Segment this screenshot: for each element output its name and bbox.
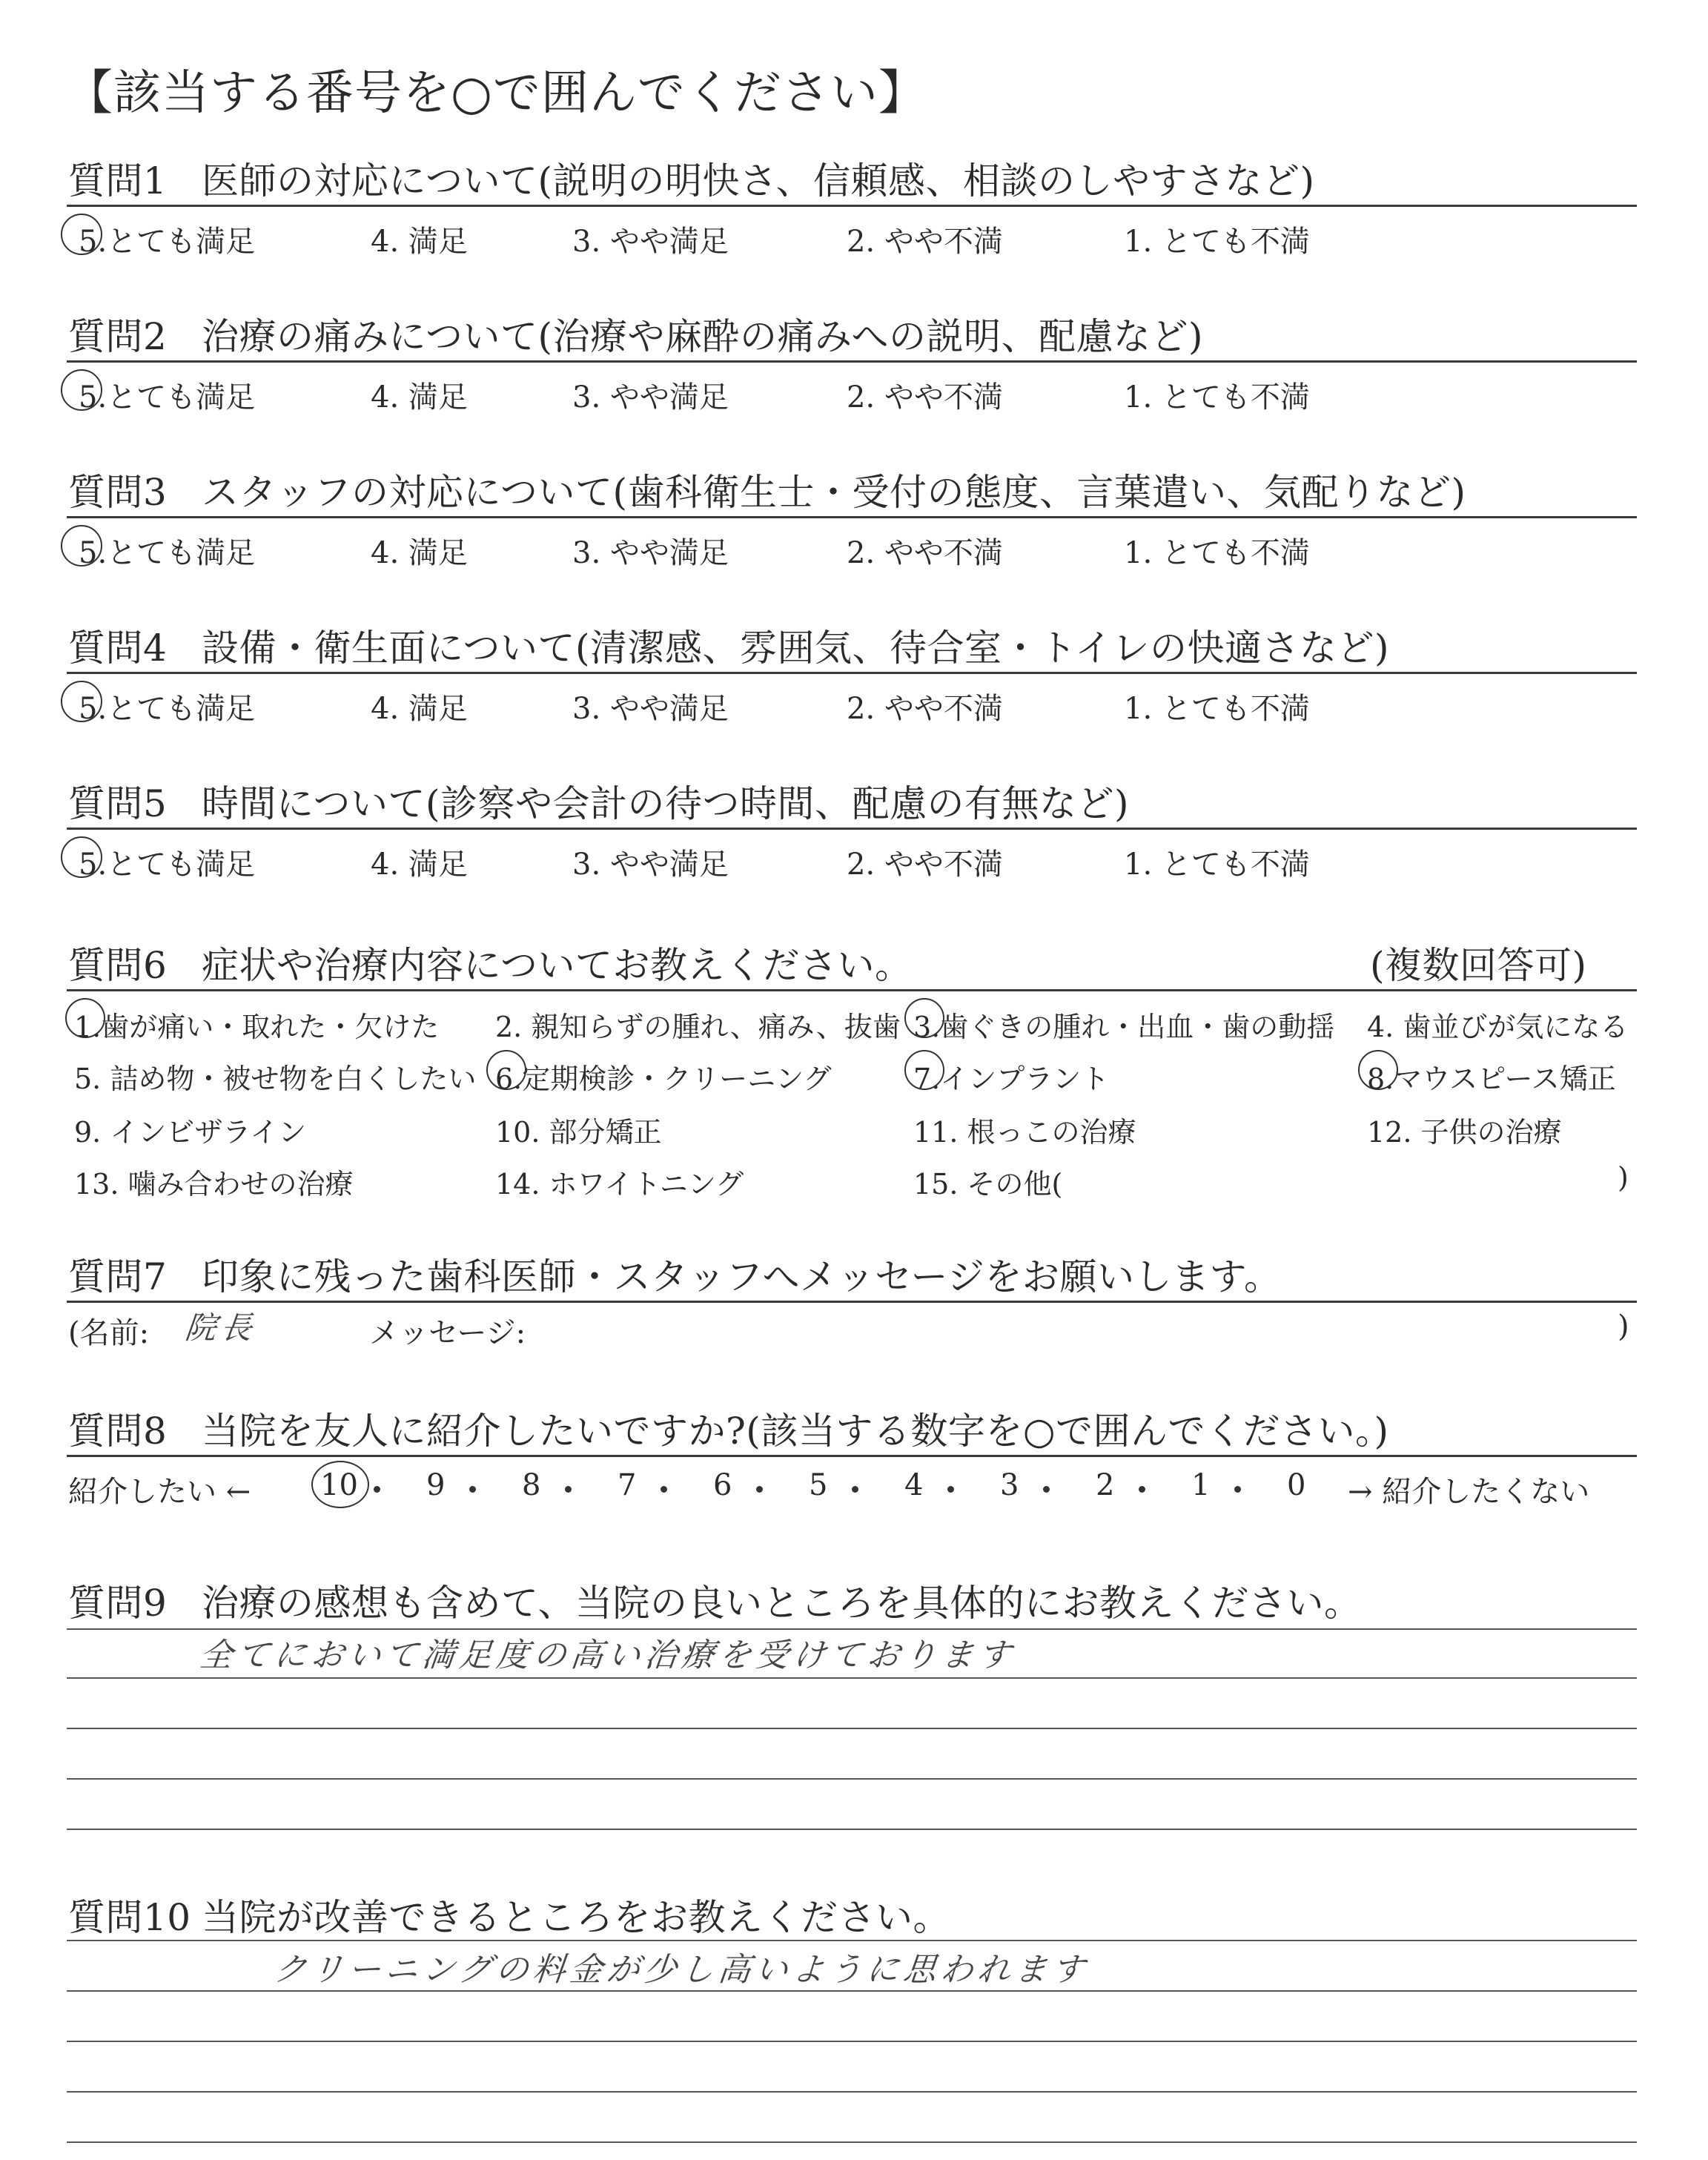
q6-text: 症状や治療内容についてお教えください。 (202, 944, 913, 987)
q8-scale-dot (756, 1486, 763, 1493)
q9-line-2 (67, 1677, 1637, 1679)
q9-line-3 (67, 1728, 1637, 1729)
q1-option-5[interactable]: 5.とても満足 (79, 225, 256, 259)
q6-selected-circle-1 (65, 998, 105, 1038)
q8-scale-dot (374, 1486, 380, 1493)
q8-scale-4[interactable]: 4 (904, 1468, 924, 1502)
q6-note: (複数回答可) (1370, 944, 1587, 987)
q8-scale-6[interactable]: 6 (713, 1468, 732, 1502)
q6-other-close-paren: ) (1618, 1161, 1629, 1194)
q2-text: 治療の痛みについて(治療や麻酔の痛みへの説明、配慮など) (202, 315, 1204, 358)
q4-option-5[interactable]: 5.とても満足 (79, 692, 256, 726)
q2-option-4[interactable]: 4. 満足 (371, 380, 468, 415)
q2-rule (67, 360, 1637, 363)
q2-option-1[interactable]: 1. とても不満 (1124, 380, 1310, 415)
q10-answer: クリーニングの料金が少し高いように思われます (271, 1951, 1091, 1989)
q6-option-3[interactable]: 3.歯ぐきの腫れ・出血・歯の動揺 (913, 1011, 1335, 1043)
q6-option-4[interactable]: 4. 歯並びが気になる (1367, 1011, 1629, 1043)
q6-option-11[interactable]: 11. 根っこの治療 (913, 1116, 1136, 1149)
q4-label: 質問4 (68, 627, 168, 670)
q6-option-13[interactable]: 13. 噛み合わせの治療 (74, 1168, 354, 1200)
q3-option-1[interactable]: 1. とても不満 (1124, 536, 1310, 570)
q10-line-4 (67, 2091, 1637, 2093)
q7-text: 印象に残った歯科医師・スタッフへメッセージをお願いします。 (202, 1255, 1282, 1298)
q2-option-2[interactable]: 2. やや不満 (847, 380, 1003, 415)
q3-selected-circle (61, 525, 102, 567)
q10-line-2 (67, 1990, 1637, 1992)
q1-option-2[interactable]: 2. やや不満 (847, 225, 1003, 259)
q5-rule (67, 828, 1637, 830)
q10-label: 質問10 (68, 1896, 191, 1939)
q9-answer: 全てにおいて満足度の高い治療を受けております (197, 1636, 1018, 1674)
q4-option-3[interactable]: 3. やや満足 (572, 692, 729, 726)
q7-rule (67, 1301, 1637, 1303)
q7-message-label: メッセージ: (369, 1316, 526, 1350)
q8-text: 当院を友人に紹介したいですか?(該当する数字を○で囲んでください。) (202, 1410, 1389, 1453)
q4-option-1[interactable]: 1. とても不満 (1124, 692, 1310, 726)
q10-line-1 (67, 1940, 1637, 1941)
q1-selected-circle (61, 214, 102, 255)
q6-rule (67, 989, 1637, 991)
q2-option-5[interactable]: 5.とても満足 (79, 380, 256, 415)
q6-option-15[interactable]: 15. その他( (913, 1168, 1063, 1200)
q8-right-label: → 紹介したくない (1348, 1475, 1590, 1509)
form-title: 【該当する番号を○で囲んでください】 (65, 66, 927, 121)
q3-option-3[interactable]: 3. やや満足 (572, 536, 729, 570)
q8-scale-dot (565, 1486, 572, 1493)
q6-option-12[interactable]: 12. 子供の治療 (1367, 1116, 1562, 1149)
q8-scale-dot (1234, 1486, 1241, 1493)
q8-scale-dot (661, 1486, 667, 1493)
q6-selected-circle-3 (904, 998, 944, 1038)
q10-text: 当院が改善できるところをお教えください。 (202, 1896, 950, 1939)
q8-scale-dot (1043, 1486, 1050, 1493)
q8-left-label: 紹介したい ← (68, 1475, 251, 1509)
q2-label: 質問2 (68, 315, 168, 358)
q5-selected-circle (61, 836, 102, 878)
q1-rule (67, 205, 1637, 207)
q4-text: 設備・衛生面について(清潔感、雰囲気、待合室・トイレの快適さなど) (202, 627, 1390, 670)
q8-scale-10[interactable]: 10 (320, 1468, 358, 1502)
q8-scale-2[interactable]: 2 (1096, 1468, 1115, 1502)
q7-label: 質問7 (68, 1255, 168, 1298)
q6-option-6[interactable]: 6.定期検診・クリーニング (495, 1063, 832, 1095)
q6-option-1[interactable]: 1.歯が痛い・取れた・欠けた (74, 1011, 440, 1043)
q4-selected-circle (61, 681, 102, 722)
q5-option-4[interactable]: 4. 満足 (371, 848, 468, 882)
q1-option-4[interactable]: 4. 満足 (371, 225, 468, 259)
q5-text: 時間について(診察や会計の待つ時間、配慮の有無など) (202, 782, 1130, 825)
q8-scale-0[interactable]: 0 (1287, 1468, 1306, 1502)
q3-option-4[interactable]: 4. 満足 (371, 536, 468, 570)
q5-option-5[interactable]: 5.とても満足 (79, 848, 256, 882)
q8-scale-dot (852, 1486, 858, 1493)
q4-rule (67, 672, 1637, 674)
q8-label: 質問8 (68, 1410, 168, 1453)
q8-scale-dot (469, 1486, 476, 1493)
q9-line-4 (67, 1778, 1637, 1780)
q6-option-8[interactable]: 8.マウスピース矯正 (1367, 1063, 1616, 1095)
q6-selected-circle-6 (486, 1050, 526, 1090)
q10-line-5 (67, 2141, 1637, 2143)
q4-option-2[interactable]: 2. やや不満 (847, 692, 1003, 726)
q1-label: 質問1 (68, 159, 168, 202)
q8-scale-dot (947, 1486, 954, 1493)
q3-option-2[interactable]: 2. やや不満 (847, 536, 1003, 570)
q10-line-3 (67, 2041, 1637, 2042)
q6-option-10[interactable]: 10. 部分矯正 (495, 1116, 662, 1149)
q6-selected-circle-8 (1358, 1050, 1398, 1090)
q6-selected-circle-7 (904, 1050, 944, 1090)
q8-scale-9[interactable]: 9 (426, 1468, 446, 1502)
q9-text: 治療の感想も含めて、当院の良いところを具体的にお教えください。 (202, 1582, 1362, 1625)
q5-option-3[interactable]: 3. やや満足 (572, 848, 729, 882)
q5-label: 質問5 (68, 782, 168, 825)
q3-option-5[interactable]: 5.とても満足 (79, 536, 256, 570)
q8-selected-circle (311, 1461, 369, 1508)
q3-rule (67, 516, 1637, 518)
q8-scale-8[interactable]: 8 (522, 1468, 541, 1502)
q8-scale-1[interactable]: 1 (1191, 1468, 1211, 1502)
q8-scale-5[interactable]: 5 (809, 1468, 828, 1502)
q5-option-1[interactable]: 1. とても不満 (1124, 848, 1310, 882)
q1-text: 医師の対応について(説明の明快さ、信頼感、相談のしやすさなど) (202, 159, 1315, 202)
q6-option-14[interactable]: 14. ホワイトニング (495, 1168, 744, 1200)
q3-label: 質問3 (68, 471, 168, 514)
q7-name-label: (名前: (68, 1316, 150, 1350)
q9-label: 質問9 (68, 1582, 168, 1625)
q9-line-5 (67, 1829, 1637, 1830)
q8-scale-7[interactable]: 7 (618, 1468, 637, 1502)
q1-option-1[interactable]: 1. とても不満 (1124, 225, 1310, 259)
q2-selected-circle (61, 369, 102, 411)
q2-option-3[interactable]: 3. やや満足 (572, 380, 729, 415)
q8-rule (67, 1455, 1637, 1457)
q6-option-5[interactable]: 5. 詰め物・被せ物を白くしたい (74, 1063, 477, 1095)
q3-text: スタッフの対応について(歯科衛生士・受付の態度、言葉遣い、気配りなど) (202, 471, 1466, 514)
q6-label: 質問6 (68, 944, 168, 987)
q5-option-2[interactable]: 2. やや不満 (847, 848, 1003, 882)
q6-option-7[interactable]: 7.インプラント (913, 1063, 1110, 1095)
q8-scale-3[interactable]: 3 (1000, 1468, 1019, 1502)
q7-close-paren: ) (1618, 1309, 1629, 1344)
q6-option-9[interactable]: 9. インビザライン (74, 1116, 307, 1149)
q4-option-4[interactable]: 4. 満足 (371, 692, 468, 726)
q7-name-value: 院長 (183, 1309, 259, 1346)
q1-option-3[interactable]: 3. やや満足 (572, 225, 729, 259)
q8-scale-dot (1139, 1486, 1145, 1493)
q6-option-2[interactable]: 2. 親知らずの腫れ、痛み、抜歯 (495, 1011, 901, 1043)
